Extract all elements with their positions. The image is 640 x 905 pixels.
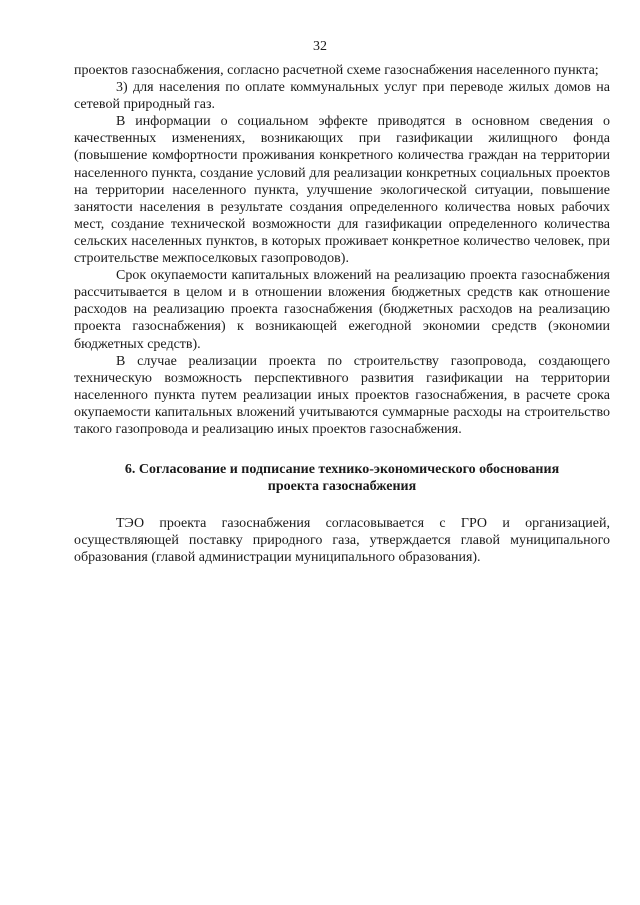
section-heading-line-2: проекта газоснабжения [267,479,417,495]
paragraph-payback-period: Срок окупаемости капитальных вложений на реализацию проекта газоснабжения рассчитывается в целом и в отношении вложения бюджетных средств как отношение расходов на реализацию проекта газоснабжения (бюджетных расходов на реализацию проекта газоснабжения) к возникающей ежегодной экономии средств (экономии бюджетных средств). [74,268,610,352]
paragraph-continuation: проектов газоснабжения, согласно расчетной схеме газоснабжения населенного пункта; [74,63,599,78]
paragraph-social-effect: В информации о социальном эффекте приводятся в основном сведения о качественных изменениях, возникающих при газификации жилищного фонда (повышение комфортности проживания конкретного количества граждан на территории населенного пункта, создание условий для реализации конкретных социальных проектов на территории населенного пункта, улучшение экологической ситуации, повышение занятости населения в результате создания определенного количества новых рабочих мест, создание технической возможности для газификации определенного количества сельских населенных пунктов, в которых проживает конкретное количество человек, при строительстве межпоселковых газопроводов). [74,114,610,267]
document-body [74,62,610,567]
paragraph-item-3: 3) для населения по оплате коммунальных услуг при переводе жилых домов на сетевой природный газ. [74,80,610,113]
section-heading-line-1: 6. Согласование и подписание технико-экономического обоснования [124,462,560,478]
section-heading [74,461,610,495]
page-number: 32 [313,39,327,54]
paragraph-approval: ТЭО проекта газоснабжения согласовывается с ГРО и организацией, осуществляющей поставку природного газа, утверждается главой муниципального образования (главой администрации муниципального образования). [74,516,610,566]
paragraph-pipeline-construction: В случае реализации проекта по строительству газопровода, создающего техническую возможность перспективного развития газификации на территории населенного пункта путем реализации иных проектов газоснабжения, в расчете срока окупаемости капитальных вложений учитываются суммарные расходы на строительство такого газопровода и реализацию иных проектов газоснабжения. [74,353,610,437]
